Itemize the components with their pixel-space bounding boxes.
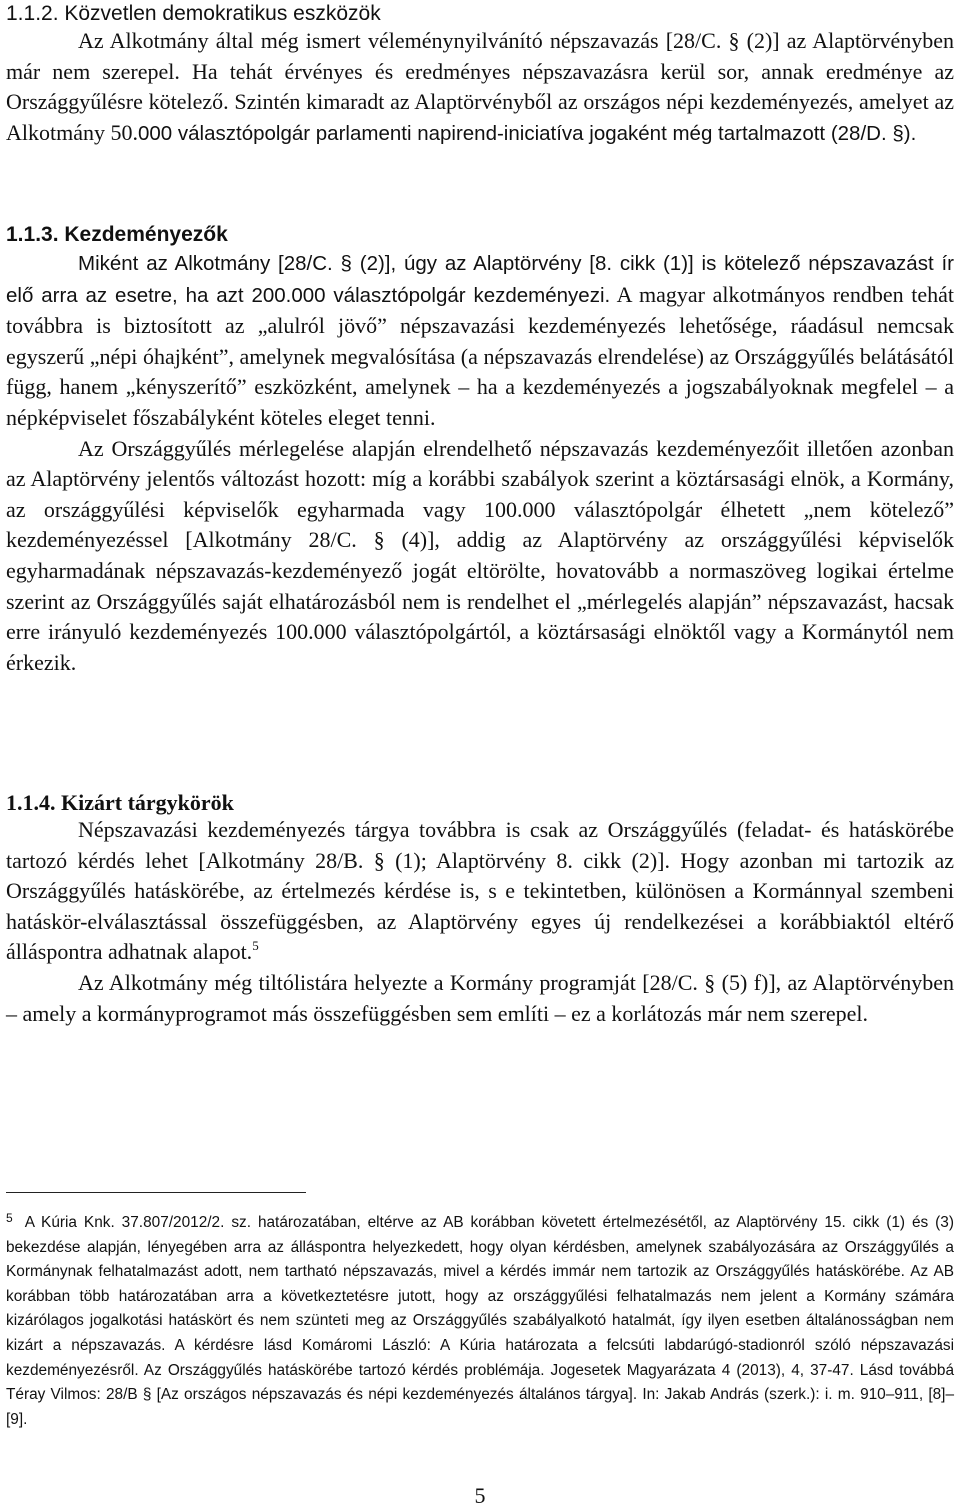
footnote — [6, 1206, 954, 1432]
page-number: 5 — [474, 1483, 486, 1508]
footnote-divider — [6, 1192, 306, 1193]
paragraph: Az Országgyűlés mérlegelése alapján elrendelhető népszavazás kezdeményezőit illetően azonban az Alaptörvény jelentős változást hozott: míg a korábbi szabályok szerint a köztársasági elnök, a Kormány, az országgyűlési képviselők egyharmada vagy 100.000 választópolgár élhetett „nem kötelező” kezdeményezéssel [Alkotmány 28/C. § (4)], addig az Alaptörvény az országgyűlési képviselők egyharmadának népszavazás-kezdeményező jogát eltörölte, hovatovább a normaszöveg logikai értelme szerint az Országgyűlés saját elhatározásból nem is rendelhet el „mérlegelés alapján” népszavazást, hacsak erre irányuló kezdeményezés 100.000 választópolgártól, a köztársasági elnöktől vagy a Kormánytól nem érkezik. — [6, 435, 954, 675]
paragraph — [6, 26, 954, 149]
paragraph-text-sans: 000 választópolgár parlamenti napirend-iniciatíva jogaként még tartalmazott (28/D. §). — [138, 121, 917, 145]
section-heading-direct-democracy: 1.1.2. Közvetlen demokratikus eszközök — [6, 2, 381, 25]
paragraph-text: Az Alkotmány által még ismert véleménynyilvánító népszavazás [28/C. § (2)] az Alaptörvényben már nem szerepel. Ha tehát érvényes és eredményes népszavazásra kerül sor, annak eredménye az Országgyűlésre kötelező. Szintén kimaradt az Alaptörvényből az országos népi kezdeményezés, amelyet az Alkotmány 50. — [6, 28, 954, 145]
paragraph — [6, 815, 954, 968]
section-body-direct-democracy — [6, 26, 954, 149]
section-heading-initiators: 1.1.3. Kezdeményezők — [6, 223, 228, 246]
section-body-initiators — [6, 248, 954, 678]
paragraph-text: A magyar alkotmányos rendben tehát továbbra is biztosított az „alulról jövő” népszavazási kezdeményezés lehetősége, ráadásul nemcsak egyszerű „népi óhajként”, amelynek megvalósítása (a népszavazás elrendelése) az Országgyűlés belátásától függ, hanem „kényszerítő” eszközként, amelynek – ha a kezdeményezés a jogszabályoknak megfelel – a népképviselet főszabályként köteles eleget tenni. — [6, 281, 954, 430]
footnote-number: 5 — [6, 1211, 13, 1225]
paragraph-text: Népszavazási kezdeményezés tárgya továbbra is csak az Országgyűlés (feladat- és hatáskörébe tartozó kérdés lehet [Alkotmány 28/B. § (1); Alaptörvény 8. cikk (2)]. Hogy azonban mi tartozik az Országgyűlés hatáskörébe, az értelmezés kérdése is, s e tekintetben, különösen a Kormánnyal szembeni hatáskör-elválasztással összefüggésben, az Alaptörvény egyes új rendelkezései a korábbiaktól eltérő álláspontra adhatnak alapot. — [6, 817, 954, 965]
footnote-reference[interactable]: 5 — [252, 938, 259, 954]
paragraph: Az Alkotmány még tiltólistára helyezte a Kormány programját [28/C. § (5) f)], az Alaptörvényben – amely a kormányprogramot más összefüggésben sem említi – ez a korlátozás már nem szerepel. — [6, 969, 954, 1026]
section-body-excluded-topics — [6, 815, 954, 1029]
footnote-text: A Kúria Knk. 37.807/2012/2. sz. határozatában, eltérve az AB korábban követett értelmezésétől, az Alaptörvény 15. cikk (1) és (3) bekezdése alapján, lényegében arra az álláspontra helyezkedett, hogy olyan kérdésben, amelynek szabályozására az Országgyűlés a Kormánynak felhatalmazást adott, nem tartható népszavazás, mivel a kérdés immár nem tartozik az Országgyűlés hatáskörébe. Az AB korábban több határozatában arra a következtetésre jutott, hogy az országgyűlési felhatalmazás nem jelent a Kormány számára kizárólagos jogalkotási hatáskört és nem szünteti meg az Országgyűlés szabályalkotó hatalmát, így ilyen esetben általánosságban nem kizárt a népszavazás. A kérdésre lásd Komáromi László: A Kúria határozata a felcsúti labdarúgó-stadionról szóló népszavazási kezdeményezésről. Az Országgyűlés hatáskörébe tartozó kérdés problémája. Jogesetek Magyarázata 4 (2013), 4, 37-47. Lásd továbbá Téray Vilmos: 28/B § [Az országos népszavazás és népi kezdeményezés általános tárgya]. In: Jakab András (szerk.): i. m. 910–911, [8]–[9]. — [6, 1214, 954, 1428]
paragraph — [6, 248, 954, 434]
section-heading-excluded-topics: 1.1.4. Kizárt tárgykörök — [6, 790, 234, 815]
paragraph-text-sans: Miként az Alkotmány [28/C. § (2)], úgy az Alaptörvény [8. cikk (1)] is kötelező népszavazást ír elő arra az esetre, ha azt 200.000 választópolgár kezdeményezi. — [6, 252, 954, 307]
